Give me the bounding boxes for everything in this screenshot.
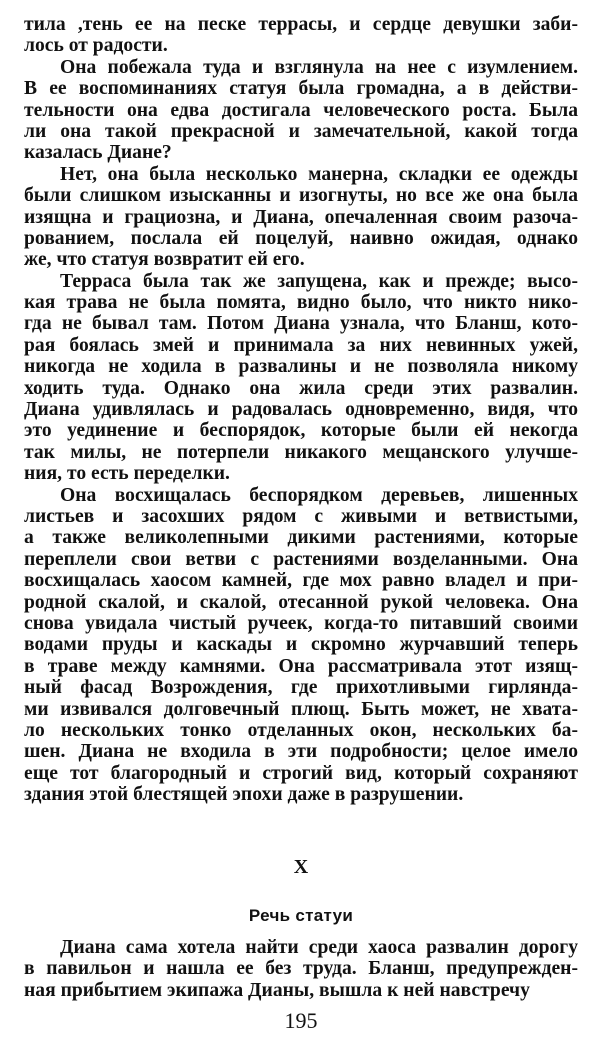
chapter-title: Речь статуи — [248, 906, 354, 925]
text-line: Она побежала туда и взглянула на нее с изумлением. — [60, 56, 578, 78]
text-line: снова увидала чистый ручеек, когда-то питавший своими — [24, 612, 578, 634]
text-line: никогда не ходила в развалины и не позволяла никому — [24, 356, 578, 378]
text-line: так милы, не потерпели никакого мещанского улучше- — [24, 441, 578, 463]
paragraph — [24, 57, 578, 164]
paragraph — [24, 485, 578, 806]
paragraph — [24, 14, 578, 57]
text-line: ная прибытием экипажа Дианы, вышла к ней навстречу — [24, 979, 530, 1001]
text-line: ния, то есть переделки. — [24, 463, 230, 485]
text-line: ходить туда. Однако она жила среди этих развалин. — [24, 377, 578, 399]
text-line: тельности она едва достигала человеческого роста. Была — [24, 99, 578, 121]
book-page — [24, 14, 578, 1033]
text-line: гда не бывал там. Потом Диана узнала, что Бланш, кото- — [24, 313, 578, 335]
text-line: тила ,тень ее на песке террасы, и сердце девушки заби- — [24, 14, 578, 35]
text-line: в траве между камнями. Она рассматривала этот изящ- — [24, 655, 578, 677]
text-line: восхищалась хаосом камней, где мох равно владел и при- — [24, 570, 578, 592]
text-line: ми извивался долговечный плющ. Быть может, не хвата- — [24, 698, 578, 720]
page-number: 195 — [284, 1008, 318, 1033]
text-line: Диана сама хотела найти среди хаоса развалин дорогу — [60, 937, 578, 958]
text-line: ный фасад Возрождения, где прихотливыми гирлянда- — [24, 677, 578, 699]
text-line: ло нескольких тонко отделанных окон, нескольких ба- — [24, 719, 578, 741]
text-line: Терраса была так же запущена, как и прежде; высо- — [60, 270, 578, 292]
text-line: а также великолепными дикими растениями, которые — [24, 527, 578, 549]
text-line: это уединение и беспорядок, которые были ей некогда — [24, 420, 578, 442]
text-line: изящна и грациозна, и Диана, опечаленная своим разоча- — [24, 206, 578, 228]
text-line: ли она такой прекрасной и замечательной, какой тогда — [24, 120, 578, 142]
text-line: Нет, она была несколько манерна, складки ее одежды — [60, 163, 578, 185]
body-text — [24, 14, 578, 805]
chapter-number: X — [293, 856, 309, 878]
paragraph — [24, 271, 578, 485]
text-line: переплели свои ветви с растениями возделанными. Она — [24, 548, 578, 570]
chapter-opening-paragraph — [24, 937, 578, 1001]
text-line: рая боялась змей и принимала за них невинных ужей, — [24, 334, 578, 356]
text-line: здания этой блестящей эпохи даже в разрушении. — [24, 784, 464, 806]
text-line: еще тот благородный и строгий вид, который сохраняют — [24, 762, 578, 784]
paragraph — [24, 937, 578, 1001]
text-line: в павильон и нашла ее без труда. Бланш, предупрежден- — [24, 958, 578, 980]
text-line: водами пруды и каскады и скромно журчавший теперь — [24, 634, 578, 656]
text-line: Она восхищалась беспорядком деревьев, лишенных — [60, 484, 578, 506]
text-line: были слишком изысканны и изогнуты, но все же она была — [24, 185, 578, 207]
text-line: лось от радости. — [24, 35, 168, 57]
text-line: кая трава не была помята, видно было, что никто нико- — [24, 292, 578, 314]
text-line: же, что статуя возвратит ей его. — [24, 249, 305, 271]
text-line: родной скалой, и скалой, отесанной рукой человека. Она — [24, 591, 578, 613]
text-line: Диана удивлялась и радовалась одновременно, видя, что — [24, 399, 578, 421]
text-line: В ее воспоминаниях статуя была громадна, а в действи- — [24, 78, 578, 100]
text-line: шен. Диана не входила в эти подробности; целое имело — [24, 741, 578, 763]
text-line: листьев и засохших рядом с живыми и ветвистыми, — [24, 505, 578, 527]
text-line: казалась Диане? — [24, 142, 172, 164]
text-line: рованием, послала ей поцелуй, наивно ожидая, однако — [24, 227, 578, 249]
paragraph — [24, 164, 578, 271]
